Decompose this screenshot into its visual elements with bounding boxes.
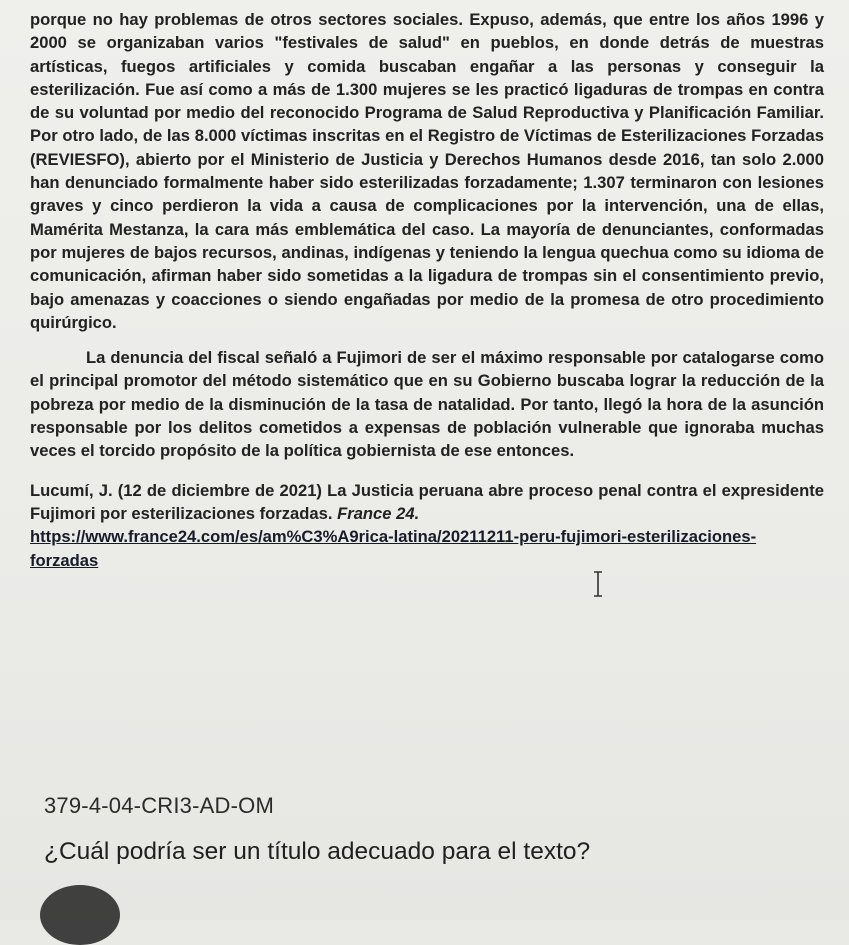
citation-source: France 24.: [337, 503, 420, 523]
text-cursor-icon: [592, 571, 604, 597]
question-text: ¿Cuál podría ser un título adecuado para el texto?: [44, 838, 591, 865]
document-body: [30, 8, 824, 572]
citation: [30, 479, 824, 572]
paragraph-2: La denuncia del fiscal señaló a Fujimori de ser el máximo responsable por catalogarse como el principal promotor del método sistemático que en su Gobierno buscaba lograr la reducción de la pobreza por medio de la disminución de la tasa de natalidad. Por tanto, llegó la hora de la asunción responsable por los delitos cometidos a expensas de población vulnerable que ignoraba muchas veces el torcido propósito de la política gobiernista de ese entonces.: [30, 348, 824, 461]
question-code: 379-4-04-CRI3-AD-OM: [44, 793, 274, 818]
citation-text: Lucumí, J. (12 de diciembre de 2021) La Justicia peruana abre proceso penal contra el expresidente Fujimori por esterilizaciones forzadas.: [30, 480, 824, 523]
paragraph-1: porque no hay problemas de otros sectores sociales. Expuso, además, que entre los años 1996 y 2000 se organizaban varios "festivales de salud" en pueblos, en donde detrás de muestras artísticas, fuegos artificiales y comida buscaban engañar a las personas y conseguir la esterilización. Fue así como a más de 1.300 mujeres se les practicó ligaduras de trompas en contra de su voluntad por medio del reconocido Programa de Salud Reproductiva y Planificación Familiar. Por otro lado, de las 8.000 víctimas inscritas en el Registro de Víctimas de Esterilizaciones Forzadas (REVIESFO), abierto por el Ministerio de Justicia y Derechos Humanos desde 2016, tan solo 2.000 han denunciado formalmente haber sido esterilizadas forzadamente; 1.307 terminaron con lesiones graves y cinco perdieron la vida a causa de complicaciones por la intervención, una de ellas, Mamérita Mestanza, la cara más emblemática del caso. La mayoría de denunciantes, conformadas por mujeres de bajos recursos, andinas, indígenas y teniendo la lengua quechua como su idioma de comunicación, afirman haber sido sometidas a la ligadura de trompas sin el consentimiento previo, bajo amenazas y coacciones o siendo engañadas por medio de la promesa de otro procedimiento quirúrgico.: [30, 10, 824, 332]
finger-shadow: [40, 885, 120, 945]
citation-link[interactable]: https://www.france24.com/es/am%C3%A9rica-latina/20211211-peru-fujimori-esterilizaciones-forzadas: [30, 527, 757, 570]
